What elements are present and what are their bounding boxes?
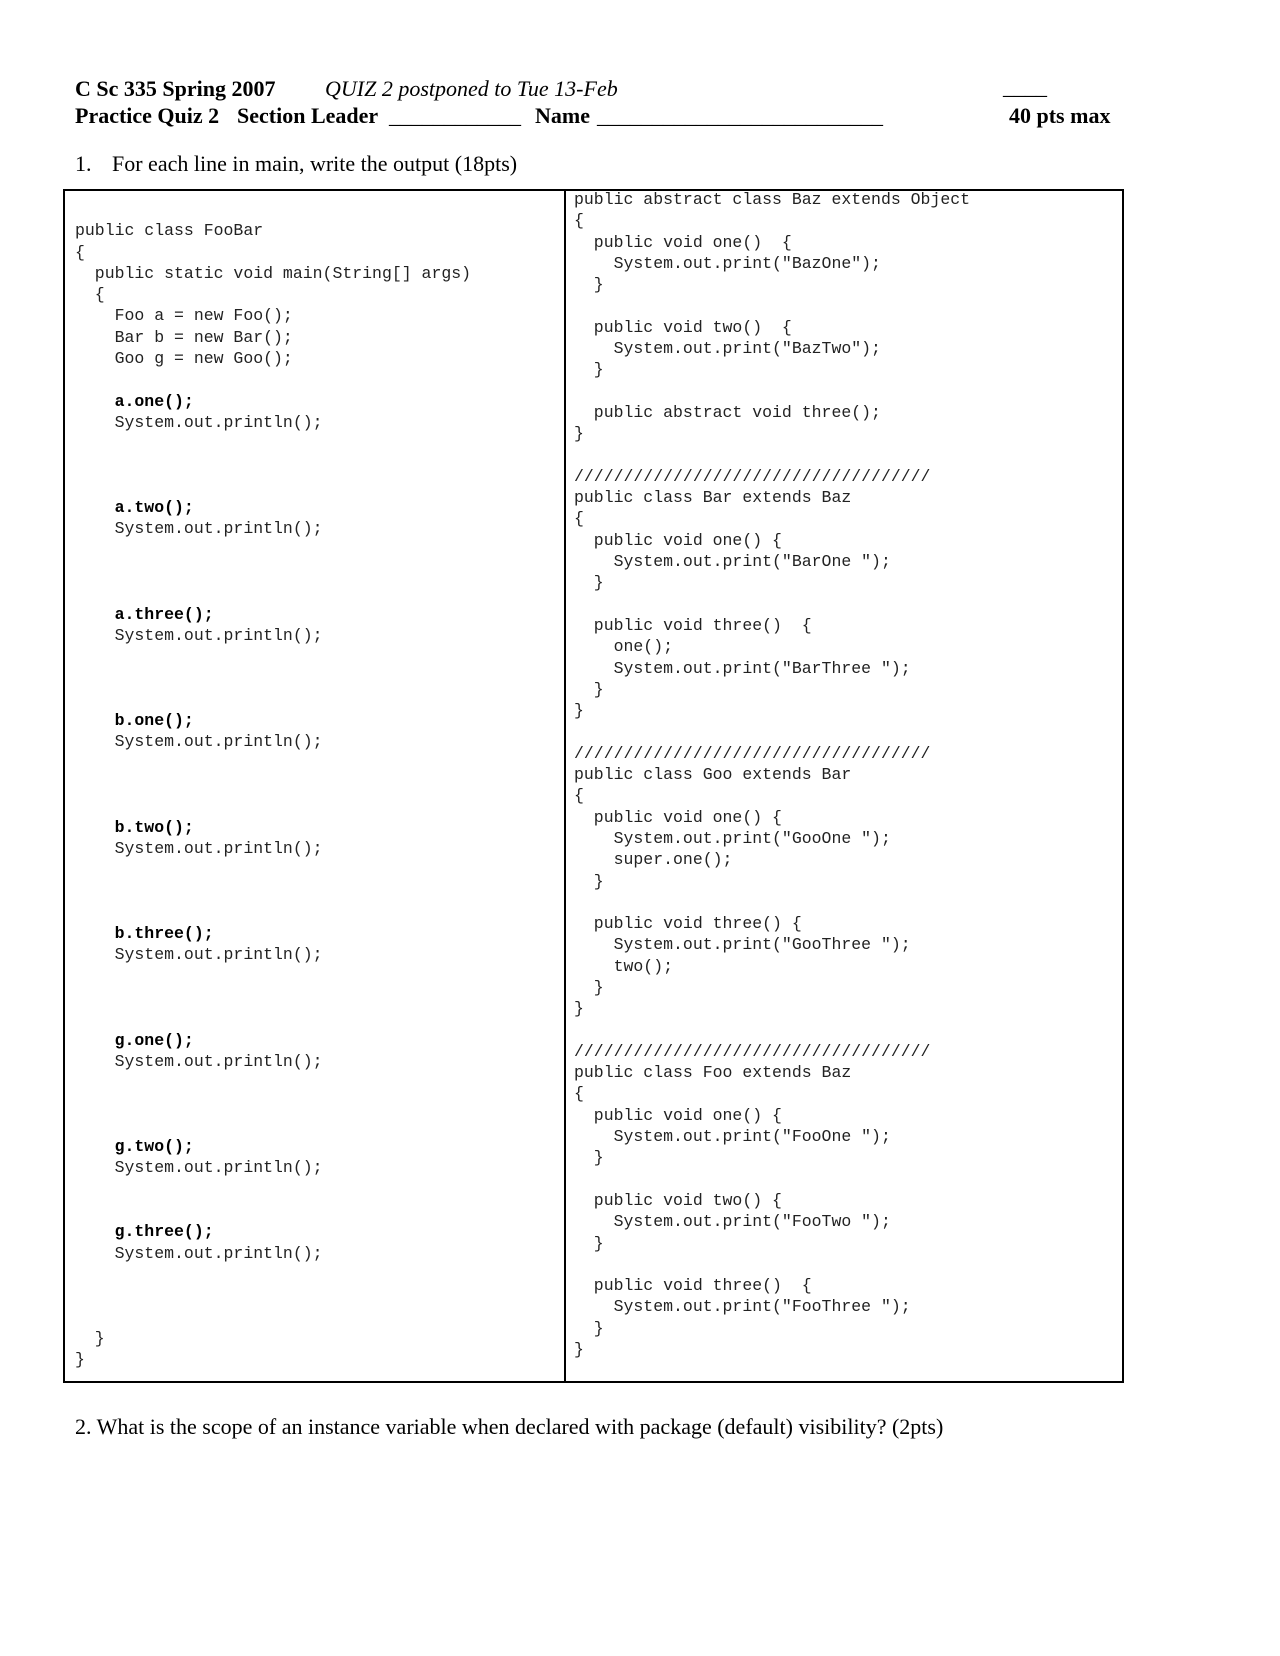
code-line: System.out.print("FooOne "); (574, 1127, 891, 1147)
code-line: public class FooBar (75, 221, 264, 241)
code-line: } (75, 1350, 85, 1370)
method-call-line: b.three(); (75, 924, 214, 944)
code-line: System.out.println(); (75, 412, 323, 432)
code-line: public void one() { (574, 232, 792, 252)
code-line: { (574, 786, 584, 806)
code-line: public void three() { (574, 914, 802, 934)
code-line (574, 295, 970, 316)
code-line: System.out.println(); (75, 519, 323, 539)
code-line (75, 476, 471, 497)
code-line: } (574, 275, 604, 295)
question-2-text: 2. What is the scope of an instance variable when declared with package (default) visibility? (2pts) (75, 1414, 944, 1439)
code-line (75, 987, 471, 1008)
foobar-main-code (75, 199, 471, 1370)
method-call-line: g.one(); (75, 1030, 194, 1050)
code-line: public abstract void three(); (574, 402, 881, 422)
code-line (75, 455, 471, 476)
code-line: System.out.println(); (75, 945, 323, 965)
code-line: public class Foo extends Baz (574, 1063, 852, 1083)
code-line (75, 1115, 471, 1136)
code-line: public void one() { (574, 1105, 782, 1125)
quiz-title: Practice Quiz 2 (75, 103, 220, 128)
postponed-notice: QUIZ 2 postponed to Tue 13-Feb (325, 76, 618, 101)
code-line: //////////////////////////////////// (574, 1041, 931, 1061)
class-definitions-code (574, 189, 970, 1360)
code-line: System.out.println(); (75, 838, 323, 858)
code-line (574, 1020, 970, 1041)
code-line: two(); (574, 956, 674, 976)
code-line (574, 892, 970, 913)
code-line: System.out.print("BazOne"); (574, 253, 881, 273)
code-line: System.out.print("BarThree "); (574, 658, 911, 678)
method-call-line: a.three(); (75, 604, 214, 624)
code-line (75, 1306, 471, 1327)
code-line: System.out.print("GooThree "); (574, 935, 911, 955)
section-leader-field[interactable]: ____________ (389, 103, 521, 128)
code-line: System.out.println(); (75, 1243, 323, 1263)
method-call-line: g.three(); (75, 1222, 214, 1242)
code-line (75, 199, 471, 220)
code-line (75, 561, 471, 582)
code-line (75, 540, 471, 561)
code-line (75, 433, 471, 454)
code-line: Goo g = new Goo(); (75, 349, 293, 369)
code-line: one(); (574, 637, 674, 657)
code-line: } (574, 701, 584, 721)
max-points: 40 pts max (1009, 103, 1111, 128)
code-line (75, 1200, 471, 1221)
code-line: System.out.print("FooThree "); (574, 1297, 911, 1317)
code-line (75, 753, 471, 774)
code-line: public static void main(String[] args) (75, 263, 472, 283)
code-line (574, 381, 970, 402)
code-line (75, 1093, 471, 1114)
code-line: System.out.print("FooTwo "); (574, 1212, 891, 1232)
course-title: C Sc 335 Spring 2007 (75, 76, 276, 101)
code-line: System.out.println(); (75, 1158, 323, 1178)
code-line: super.one(); (574, 850, 733, 870)
code-line (574, 594, 970, 615)
code-line (574, 1254, 970, 1275)
code-line (75, 881, 471, 902)
code-line: System.out.println(); (75, 732, 323, 752)
code-line: //////////////////////////////////// (574, 466, 931, 486)
code-line: public void three() { (574, 615, 812, 635)
code-line: Foo a = new Foo(); (75, 306, 293, 326)
column-divider (564, 189, 566, 1383)
method-call-line: a.two(); (75, 498, 194, 518)
code-line: } (574, 360, 604, 380)
code-line: public class Bar extends Baz (574, 488, 852, 508)
code-line: } (574, 999, 584, 1019)
code-line: } (574, 1233, 604, 1253)
code-line: } (574, 977, 604, 997)
code-line (75, 646, 471, 667)
code-line: //////////////////////////////////// (574, 743, 931, 763)
code-line: { (75, 285, 105, 305)
code-line: } (574, 424, 584, 444)
code-line: public void one() { (574, 807, 782, 827)
code-line (75, 668, 471, 689)
score-blank: ____ (1003, 74, 1047, 99)
code-line: { (574, 211, 584, 231)
code-line (75, 1285, 471, 1306)
code-line (75, 369, 471, 390)
code-line: Bar b = new Bar(); (75, 327, 293, 347)
name-field[interactable]: __________________________ (597, 103, 883, 128)
code-line (75, 1179, 471, 1200)
code-line (574, 445, 970, 466)
code-line: } (574, 1318, 604, 1338)
code-line: public void three() { (574, 1276, 812, 1296)
code-line (574, 1169, 970, 1190)
code-line (574, 721, 970, 742)
code-line: } (574, 1340, 584, 1360)
code-line: System.out.print("BarOne "); (574, 552, 891, 572)
code-line: { (574, 509, 584, 529)
code-line: public void one() { (574, 530, 782, 550)
code-line (75, 1008, 471, 1029)
code-line: System.out.println(); (75, 625, 323, 645)
code-line (75, 966, 471, 987)
method-call-line: g.two(); (75, 1137, 194, 1157)
method-call-line: b.two(); (75, 817, 194, 837)
code-line (75, 859, 471, 880)
code-line: } (574, 1148, 604, 1168)
code-line (75, 774, 471, 795)
code-line (75, 795, 471, 816)
code-line: } (574, 871, 604, 891)
name-label: Name (535, 103, 590, 128)
code-line: System.out.print("GooOne "); (574, 828, 891, 848)
code-line: public class Goo extends Bar (574, 765, 852, 785)
question-1-number: 1. (75, 151, 92, 176)
code-line: } (574, 679, 604, 699)
code-line: } (574, 573, 604, 593)
code-line: } (75, 1328, 105, 1348)
code-line (75, 1072, 471, 1093)
code-line (75, 1264, 471, 1285)
method-call-line: b.one(); (75, 711, 194, 731)
code-line: public abstract class Baz extends Object (574, 190, 971, 209)
code-line: System.out.print("BazTwo"); (574, 339, 881, 359)
method-call-line: a.one(); (75, 391, 194, 411)
code-line (75, 582, 471, 603)
code-line (75, 902, 471, 923)
code-line (75, 689, 471, 710)
code-line: public void two() { (574, 317, 792, 337)
code-line: public void two() { (574, 1190, 782, 1210)
code-line: { (574, 1084, 584, 1104)
code-line: { (75, 242, 85, 262)
question-1-text: For each line in main, write the output (18pts) (112, 151, 518, 176)
section-leader-label: Section Leader (237, 103, 379, 128)
code-line: System.out.println(); (75, 1051, 323, 1071)
